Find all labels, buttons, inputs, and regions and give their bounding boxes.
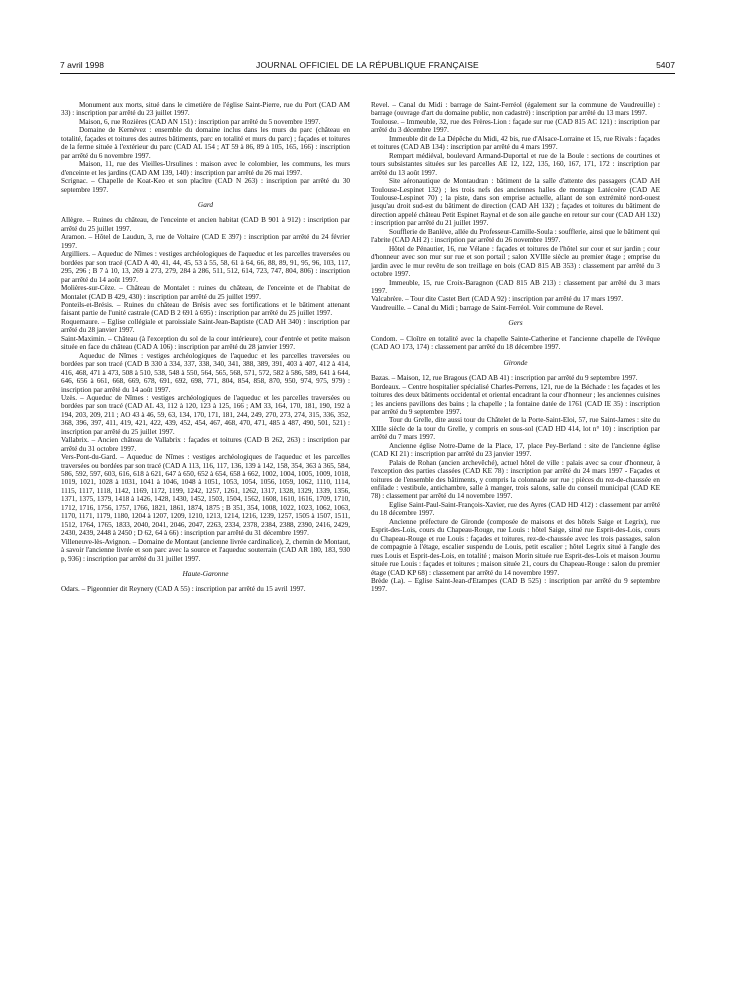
entry-paragraph: Villeneuve-lès-Avignon. – Domaine de Montaut (ancienne livrée cardinalice), 2, chemin de Montaut, à savoir l'ancienne livrée et son parc avec la source et l'aqueduc souterrain (CAD AR 180, 183, 930 p, 936) : inscription par arrêté du 31 juillet 1997. [61,537,350,563]
entry-paragraph: Aqueduc de Nîmes : vestiges archéologiques de l'aqueduc et les parcelles traversées ou bordées par son tracé (CAD B 330 à 334, 337, 338, 340, 341, 388, 389, 391, 403 à 407, 412 à 414, 416, 468, 471 à 473, 508 à 510, 538, 548 à 550, 564, 565, 568, 571, 572, 582 à 586, 589, 641 à 644, 646, 656 à 661, 668, 669, 678, 691, 692, 698, 771, 804, 854, 858, 870, 950, 974, 975, 979) : inscription par arrêté du 14 août 1997. [61,351,350,394]
section-heading-haute-garonne: Haute-Garonne [182,569,229,579]
entry-paragraph: Uzès. – Aqueduc de Nîmes : vestiges archéologiques de l'aqueduc et les parcelles traversées ou bordées par son tracé (CAD AL 43, 112 à 120, 123 à 125, 166 ; AM 33, 164, 170, 181, 190, 192 à 194, 203, 209, 211 ; AO 43 à 46, 59, 63, 134, 170, 171, 181, 244, 249, 270, 273, 274, 315, 336, 352, 368, 396, 397, 411, 419, 421, 422, 439, 452, 454, 467, 468, 470, 471, 485 à 487, 490, 501, 521) : inscription par arrêté du 25 juillet 1997. [61,393,350,436]
entry-paragraph: Brède (La). – Eglise Saint-Jean-d'Etampes (CAD B 525) : inscription par arrêté du 9 septembre 1997. [371,577,660,594]
journal-title: JOURNAL OFFICIEL DE LA RÉPUBLIQUE FRANÇAISE [256,60,479,70]
entry-paragraph: Vers-Pont-du-Gard. – Aqueduc de Nîmes : vestiges archéologiques de l'aqueduc et les parcelles traversées ou bordées par son tracé (CAD A 113, 116, 117, 136, 139 à 142, 158, 354, 363 à 365, 584, 586, 592, 597, 603, 616, 618 à 621, 647 à 650, 652 à 654, 658 à 662, 1002, 1004, 1005, 1009, 1018, 1019, 1021, 1028 à 1031, 1041 à 1046, 1048 à 1051, 1053, 1054, 1056, 1059, 1062, 1110, 1114, 1115, 1117, 1118, 1142, 1169, 1172, 1199, 1242, 1257, 1261, 1262, 1317, 1328, 1329, 1339, 1356, 1371, 1375, 1379, 1418 à 1426, 1428, 1430, 1452, 1503, 1504, 1562, 1608, 1610, 1616, 1709, 1710, 1712, 1716, 1756, 1757, 1766, 1821, 1861, 1874, 1875 ; B 351, 354, 1008, 1022, 1023, 1062, 1063, 1170, 1171, 1179, 1180, 1204 à 1207, 1209, 1210, 1213, 1214, 1216, 1239, 1257, 1505 à 1507, 1511, 1512, 1764, 1765, 1833, 2040, 2041, 2046, 2047, 2263, 2334, 2378, 2384, 2388, 2390, 2416, 2429, 2430, 2439, 2448 à 2450 ; D 62, 64 à 66) : inscription par arrêté du 31 décembre 1997. [61,453,350,538]
entry-paragraph: Monument aux morts, situé dans le cimetière de l'église Saint-Pierre, rue du Port (CAD AM 33) : inscription par arrêté du 23 juillet 1997. [61,101,350,118]
entry-paragraph: Revel. – Canal du Midi : barrage de Saint-Ferréol (également sur la commune de Vaudreuille) : barrage (ouvrage d'art du domaine public, non cadastré) : inscription par arrêté du 13 mars 1997. [371,101,660,118]
right-column [371,101,660,594]
entry-paragraph: Hôtel de Pénautier, 16, rue Vélane : façades et toitures de l'hôtel sur cour et sur jardin ; cour d'honneur avec son mur sur rue et son portail ; salon XVIIIe siècle au premier étage ; emprise du jardin avec le mur revêtu de son treillage en bois (CAD 815 AB 353) : classement par arrêté du 3 octobre 1997. [371,244,660,279]
page-number: 5407 [656,60,675,70]
entry-paragraph: Condom. – Cloître en totalité avec la chapelle Sainte-Catherine et l'ancienne chapelle de l'évêque (CAD AO 173, 174) : classement par arrêté du 18 décembre 1997. [371,334,660,352]
entry-paragraph: Immeuble dit de La Dépêche du Midi, 42 bis, rue d'Alsace-Lorraine et 15, rue Rivals : façades et toitures (CAD AB 134) : inscription par arrêté du 4 mars 1997. [371,134,660,152]
left-column [61,101,350,594]
entry-paragraph: Rempart médiéval, boulevard Armand-Duportal et rue de la Boule : sections de courtines et tours subsistantes situées sur les parcelles AE 12, 122, 135, 160, 167, 171, 172 : inscription par arrêté du 13 août 1997. [371,151,660,177]
entry-paragraph: Immeuble, 15, rue Croix-Baragnon (CAD 815 AB 213) : classement par arrêté du 3 mars 1997. [371,278,660,295]
section-heading-gers: Gers [508,318,523,328]
entry-paragraph: Valcabrère. – Tour dite Castet Bert (CAD A 92) : inscription par arrêté du 17 mars 1997. [371,295,624,304]
entry-paragraph: Saint-Maximin. – Château (à l'exception du sol de la cour intérieure), cour d'entrée et petite maison située en face du château (CAD A 106) : inscription par arrêté du 28 janvier 1997. [61,334,350,352]
entry-paragraph: Domaine de Kernévez : ensemble du domaine inclus dans les murs du parc (château en totalité, façades et toitures des autres bâtiments, parc en totalité et murs du parc) ; façades et toitures de la ferme située à l'extérieur du parc (CAD AL 154 ; AT 59 à 86, 89 à 105, 165, 166) : inscription par arrêté du 6 novembre 1997. [61,126,350,160]
entry-paragraph: Palais de Rohan (ancien archevêché), actuel hôtel de ville : palais avec sa cour d'honneur, à l'exception des parties classées (CAD KE 78) : inscription par arrêté du 24 mars 1997 - Façades et toitures de l'ensemble des bâtiments, y compris la colonnade sur rue ; pièces du rez-de-chaussée en enfilade : vestibule, antichambre, salle à manger, trois salons, salle du conseil municipal (CAD KE 78) : classement par arrêté du 14 novembre 1997. [371,458,660,501]
page-header [60,60,675,74]
entry-paragraph: Argilliers. – Aqueduc de Nîmes : vestiges archéologiques de l'aqueduc et les parcelles traversées ou bordées par son tracé (CAD A 40, 41, 44, 45, 53 à 55, 58, 61 à 64, 66, 88, 89, 91, 95, 96, 103, 117, 295, 296 ; B 7 à 10, 13, 269 à 273, 279, 284 à 286, 511, 512, 614, 723, 747, 804, 806) : inscription par arrêté du 14 août 1997. [61,250,350,284]
entry-paragraph: Toulouse. – Immeuble, 32, rue des Frères-Lion : façade sur rue (CAD 815 AC 121) : inscription par arrêté du 3 décembre 1997. [371,117,660,135]
issue-date: 7 avril 1998 [60,60,104,70]
entry-paragraph: Eglise Saint-Paul-Saint-François-Xavier, rue des Ayres (CAD HD 412) : classement par arrêté du 18 décembre 1997. [371,500,660,518]
entry-paragraph: Vallabrix. – Ancien château de Vallabrix : façades et toitures (CAD B 262, 263) : inscription par arrêté du 31 octobre 1997. [61,436,350,453]
entry-paragraph: Vaudreuille. – Canal du Midi ; barrage de Saint-Ferréol. Voir commune de Revel. [371,303,604,312]
entry-paragraph: Tour du Grelle, dite aussi tour du Châtelet de la Porte-Saint-Eloi, 57, rue Saint-James : site du XIIIe siècle de la tour du Grelle, y compris en sous-sol (CAD HD 414, lot n° 10) : inscription par arrêté du 7 mars 1997. [371,416,660,442]
entry-paragraph: Ponteils-et-Brésis. – Ruines du château de Brésis avec ses fortifications et le bâtiment attenant faisant partie de l'unité castrale (CAD B 2 691 à 695) : inscription par arrêté du 25 juillet 1997. [61,300,350,318]
entry-paragraph: Ancienne préfecture de Gironde (composée de maisons et des hôtels Saige et Legrix), rue Esprit-des-Lois, cours du Chapeau-Rouge, rue Louis : hôtel Saige, situé rue Esprit-des-Lois, cours du Chapeau-Rouge et rue Louis : façades et toitures, rez-de-chaussée avec les trois passages, salon de compagnie à l'étage, escalier suspendu de Louis, petit escalier ; hôtel Legrix situé à l'angle des rues Louis et Esprit-des-Lois, en totalité ; maison Morin située rue Esprit-des-Lois et maison Journu située rue Louis : façades et toitures ; maison située 21, cours du Chapeau-Rouge : salon du premier étage (CAD KP 68) : classement par arrêté du 14 novembre 1997. [371,517,660,577]
header-rule [60,73,675,74]
section-heading-gironde: Gironde [503,357,528,367]
entry-paragraph: Aramon. – Hôtel de Laudun, 3, rue de Voltaire (CAD E 397) : inscription par arrêté du 24 février 1997. [61,233,350,250]
entry-paragraph: Odars. – Pigeonnier dit Reynery (CAD A 55) : inscription par arrêté du 15 avril 1997. [61,585,306,594]
entry-paragraph: Allègre. – Ruines du château, de l'enceinte et ancien habitat (CAD B 901 à 912) : inscription par arrêté du 25 juillet 1997. [61,216,350,233]
entry-paragraph: Bazas. – Maison, 12, rue Bragous (CAD AB 41) : inscription par arrêté du 9 septembre 1997. [371,374,638,383]
entry-paragraph: Ancienne église Notre-Dame de la Place, 17, place Pey-Berland : site de l'ancienne église (CAD KI 21) : inscription par arrêté du 23 janvier 1997. [371,441,660,459]
entry-paragraph: Scrignac. – Chapelle de Koat-Keo et son placître (CAD N 263) : inscription par arrêté du 30 septembre 1997. [61,177,350,194]
entry-paragraph: Soufflerie de Banlève, allée du Professeur-Camille-Soula : soufflerie, ainsi que le bâtiment qui l'abrite (CAD AH 2) : inscription par arrêté du 26 novembre 1997. [371,227,660,245]
entry-paragraph: Maison, 11, rue des Vieilles-Ursulines : maison avec le colombier, les communs, les murs d'enceinte et les jardins (CAD AM 139, 140) : inscription par arrêté du 26 mai 1997. [61,160,350,177]
entry-paragraph: Maison, 6, rue Rozières (CAD AN 151) : inscription par arrêté du 5 novembre 1997. [79,117,321,126]
entry-paragraph: Site aéronautique de Montaudran : bâtiment de la salle d'attente des passagers (CAD AH Toulouse-Lespinet 132) ; les trois nefs des anciennes halles de montage Latécoère (CAD AE Toulouse-Lespinet 70) ; la piste, dans son emprise actuelle, allant de son extrémité nord-ouest jusqu'au droit sud-est du bâtiment de direction (CAD AH 132) ; façades et toitures du bâtiment de direction appelé château Petit Espinet Raynal et de son aile gauche en retour sur cour (CAD AH 132) : inscription par arrêté du 21 juillet 1997. [371,177,660,228]
section-heading-gard: Gard [197,199,214,209]
entry-paragraph: Bordeaux. – Centre hospitalier spécialisé Charles-Perrens, 121, rue de la Béchade : les façades et les toitures des deux bâtiments occidental et oriental encadrant la cour d'honneur ; les anciennes cuisines ; les anciens pavillons des bains ; la chapelle ; la fontaine datée de 1761 (CAD IE 35) : inscription par arrêté du 9 septembre 1997. [371,382,660,416]
entry-paragraph: Roquemaure. – Eglise collégiale et paroissiale Saint-Jean-Baptiste (CAD AH 340) : inscription par arrêté du 28 janvier 1997. [61,317,350,335]
entry-paragraph: Molières-sur-Cèze. – Château de Montalet : ruines du château, de l'enceinte et de l'habitat de Montalet (CAD B 429, 430) : inscription par arrêté du 25 juillet 1997. [61,284,350,301]
